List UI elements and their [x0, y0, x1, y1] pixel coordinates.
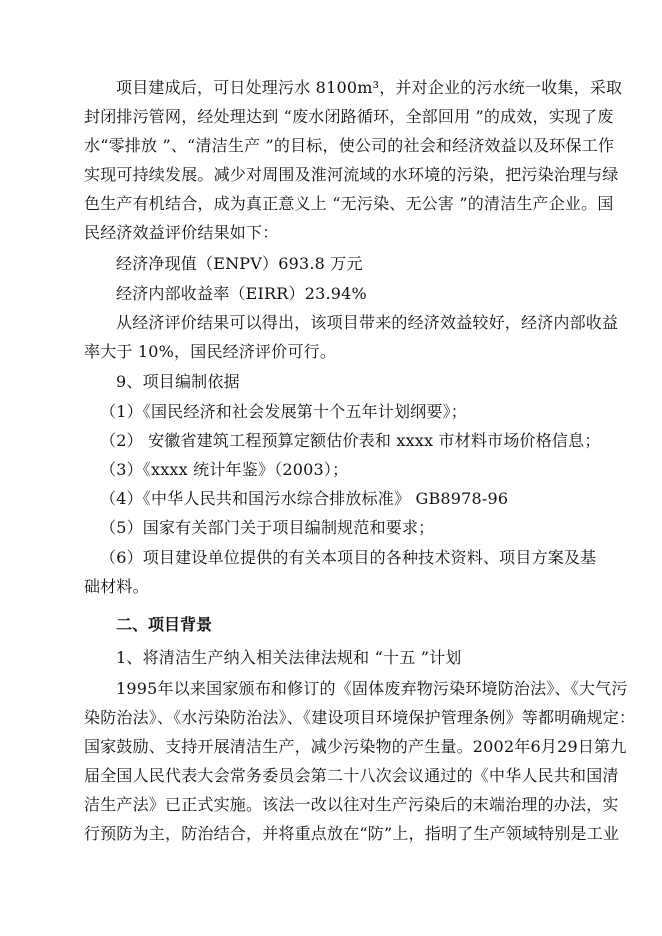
- paragraph-line: 水“零排放 ”、“清洁生产 ”的目标，使公司的社会和经济效益以及环保工作: [84, 136, 615, 155]
- basis-item-6: （6）项目建设单位提供的有关本项目的各种技术资料、项目方案及基: [100, 548, 597, 567]
- paragraph-line: 染防治法》、《水污染防治法》、《建设项目环境保护管理条例》等都明确规定：: [84, 708, 636, 727]
- paragraph-line: 封闭排污管网，经处理达到 “废水闭路循环，全部回用 ”的成效，实现了废: [84, 107, 614, 126]
- paragraph-line: 民经济效益评价结果如下：: [84, 223, 279, 242]
- paragraph-line: 国家鼓励、支持开展清洁生产，减少污染物的产生量。2002年6月29日第九: [84, 737, 627, 756]
- basis-item-4: （4）《中华人民共和国污水综合排放标准》 GB8978-96: [100, 489, 509, 508]
- paragraph-line: 色生产有机结合，成为真正意义上 “无污染、无公害 ”的清洁生产企业。国: [84, 194, 614, 213]
- paragraph-line: 1995年以来国家颁布和修订的《固体废弃物污染环境防治法》、《大气污: [116, 679, 628, 698]
- section-heading: 二、项目背景: [116, 615, 213, 634]
- basis-item-2: （2） 安徽省建筑工程预算定额估价表和 xxxx 市材料市场价格信息；: [100, 431, 601, 450]
- metric-eirr: 经济内部收益率（EIRR）23.94%: [116, 284, 367, 303]
- metric-enpv: 经济净现值（ENPV）693.8 万元: [116, 254, 363, 273]
- paragraph-line: 率大于 10%，国民经济评价可行。: [84, 342, 337, 361]
- basis-item-6-continuation: 础材料。: [84, 577, 149, 596]
- basis-item-1: （1）《国民经济和社会发展第十个五年计划纲要》；: [100, 402, 467, 421]
- paragraph-line: 从经济评价结果可以得出，该项目带来的经济效益较好，经济内部收益: [116, 313, 619, 332]
- paragraph-line: 届全国人民代表大会常务委员会第二十八次会议通过的《中华人民共和国清: [84, 766, 619, 785]
- paragraph-line: 项目建成后，可日处理污水 8100m³，并对企业的污水统一收集，采取: [116, 78, 623, 97]
- paragraph-line: 洁生产法》已正式实施。该法一改以往对生产污染后的末端治理的办法，实: [84, 795, 619, 814]
- section-9-title: 9、项目编制依据: [116, 372, 240, 391]
- basis-item-5: （5）国家有关部门关于项目编制规范和要求；: [100, 518, 435, 537]
- basis-item-3: （3）《xxxx 统计年鉴》（2003）；: [100, 460, 349, 479]
- paragraph-line: 实现可持续发展。减少对周围及淮河流域的水环境的污染，把污染治理与绿: [84, 165, 619, 184]
- paragraph-line: 行预防为主，防治结合，并将重点放在“防”上，指明了生产领域特别是工业: [84, 824, 620, 843]
- subsection-title: 1、将清洁生产纳入相关法律法规和 “十五 ”计划: [116, 648, 462, 667]
